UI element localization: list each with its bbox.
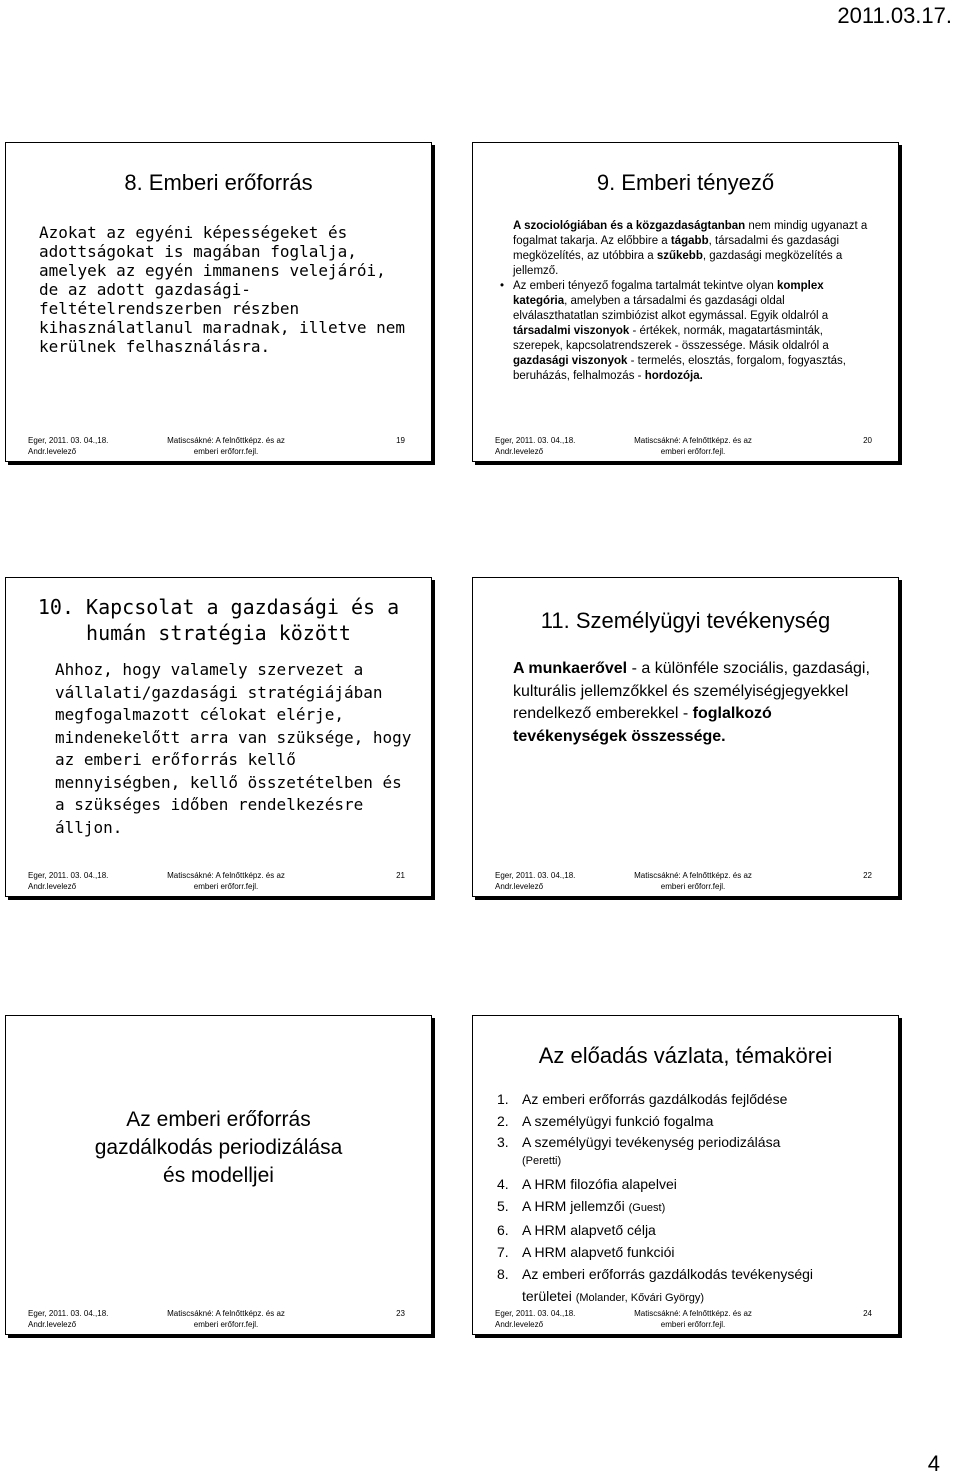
footer-author: Matiscsákné: A felnőttképz. és az — [167, 871, 285, 880]
footer-course: Andr.levelező — [495, 447, 544, 456]
slide-24 — [472, 1015, 899, 1335]
slide-number: 20 — [863, 436, 872, 445]
slide-title: 10. Kapcsolat a gazdasági és a humán stratégia között — [37, 595, 400, 645]
slide-23 — [5, 1015, 432, 1335]
header-date: 2011.03.17. — [837, 3, 952, 28]
list-item: 8. Az emberi erőforrás gazdálkodás tevékenységi területei (Molander, Kővári György) — [497, 1266, 814, 1304]
footer-date: Eger, 2011. 03. 04.,18. — [495, 871, 576, 880]
footer-author: Matiscsákné: A felnőttképz. és az — [634, 1309, 752, 1318]
slide-22 — [472, 577, 899, 897]
page-number: 4 — [927, 1451, 940, 1476]
footer-date: Eger, 2011. 03. 04.,18. — [495, 436, 576, 445]
section-title: Az emberi erőforrás gazdálkodás periodizálása és modelljei — [94, 1108, 343, 1187]
bullet-icon: • — [500, 280, 505, 292]
slide-title: 9. Emberi tényező — [596, 170, 775, 195]
slide-title: 8. Emberi erőforrás — [124, 170, 313, 195]
footer-date: Eger, 2011. 03. 04.,18. — [495, 1309, 576, 1318]
footer-subject: emberi erőforr.fejl. — [660, 882, 726, 891]
footer-author: Matiscsákné: A felnőttképz. és az — [167, 1309, 285, 1318]
footer-date: Eger, 2011. 03. 04.,18. — [28, 436, 109, 445]
footer-author: Matiscsákné: A felnőttképz. és az — [167, 436, 285, 445]
footer-subject: emberi erőforr.fejl. — [193, 882, 259, 891]
list-item: 3. A személyügyi tevékenység periodizálása (Peretti) — [497, 1134, 781, 1167]
slide-footer — [473, 435, 898, 461]
slide-number: 23 — [396, 1309, 405, 1318]
slide-title: 11. Személyügyi tevékenység — [540, 608, 831, 633]
slide-footer — [6, 1308, 431, 1334]
slide-body: Ahhoz, hogy valamely szervezet a vállalati/gazdasági stratégiájában megfogalmazott célokat elérje, mindenekelőtt arra van szüksége, hogy az emberi erőforrás kellő mennyiségben, kellő összetételben és a szükséges időben rendelkezésre álljon. — [55, 660, 412, 837]
footer-author: Matiscsákné: A felnőttképz. és az — [634, 436, 752, 445]
footer-course: Andr.levelező — [28, 1320, 77, 1329]
footer-date: Eger, 2011. 03. 04.,18. — [28, 1309, 109, 1318]
slide-body: A munkaerővel - a különféle szociális, gazdasági, kulturális jellemzőkkel és személyiségjegyekkel rendelkező emberekkel - foglalkozó tevékenységek összessége. — [513, 660, 870, 745]
slide-footer — [473, 1308, 898, 1334]
slide-footer — [473, 870, 898, 896]
list-item: 4. A HRM filozófia alapelvei — [497, 1176, 677, 1192]
slide-footer — [6, 870, 431, 896]
footer-course: Andr.levelező — [495, 882, 544, 891]
paragraph: A szociológiában és a közgazdaságtanban nem mindig ugyanazt a fogalmat takarja. Az előbbire a tágabb, társadalmi és gazdasági megközelítés, az utóbbira a szűkebb, gazdasági megközelítés a jellemző. — [513, 220, 868, 277]
list-item: 2. A személyügyi funkció fogalma — [497, 1113, 714, 1129]
slide-footer — [6, 435, 431, 461]
footer-course: Andr.levelező — [495, 1320, 544, 1329]
slide-19 — [5, 142, 432, 462]
slide-number: 22 — [863, 871, 872, 880]
slide-title: Az előadás vázlata, témakörei — [538, 1043, 833, 1068]
slide-body — [500, 219, 873, 384]
footer-date: Eger, 2011. 03. 04.,18. — [28, 871, 109, 880]
list-item: 7. A HRM alapvető funkciói — [497, 1244, 675, 1260]
slide-number: 21 — [396, 871, 405, 880]
topic-list — [497, 1088, 882, 1309]
list-item: 1. Az emberi erőforrás gazdálkodás fejlődése — [497, 1091, 788, 1107]
slide-number: 24 — [863, 1309, 872, 1318]
list-item: 5. A HRM jellemzői (Guest) — [497, 1198, 666, 1214]
slide-20 — [472, 142, 899, 462]
bullet-paragraph: • Az emberi tényező fogalma tartalmát tekintve olyan komplex kategória, amelyben a társadalmi és gazdasági oldal elválaszthatatlan szimbiózist alkot egymással. Egyik oldalról a társadalmi viszonyok - értékek, normák, magatartásminták, szerepek, kapcsolatrendszerek - összessége. Másik oldalról a gazdasági viszonyok - termelés, elosztás, forgalom, fogyasztás, beruházás, felhalmozás - hordozója. — [500, 280, 846, 382]
footer-course: Andr.levelező — [28, 882, 77, 891]
list-item: 6. A HRM alapvető célja — [497, 1222, 656, 1238]
footer-course: Andr.levelező — [28, 447, 77, 456]
footer-subject: emberi erőforr.fejl. — [660, 1320, 726, 1329]
slide-body: Azokat az egyéni képességeket és adottságokat is magában foglalja, amelyek az egyén immanens velejárói, de az adott gazdasági-feltételrendszerben részben kihasználatlanul maradnak, illetve nem kerülnek felhasználásra. — [39, 223, 406, 356]
footer-subject: emberi erőforr.fejl. — [193, 1320, 259, 1329]
footer-subject: emberi erőforr.fejl. — [660, 447, 726, 456]
footer-subject: emberi erőforr.fejl. — [193, 447, 259, 456]
footer-author: Matiscsákné: A felnőttképz. és az — [634, 871, 752, 880]
slide-21 — [5, 577, 432, 897]
slide-number: 19 — [396, 436, 405, 445]
